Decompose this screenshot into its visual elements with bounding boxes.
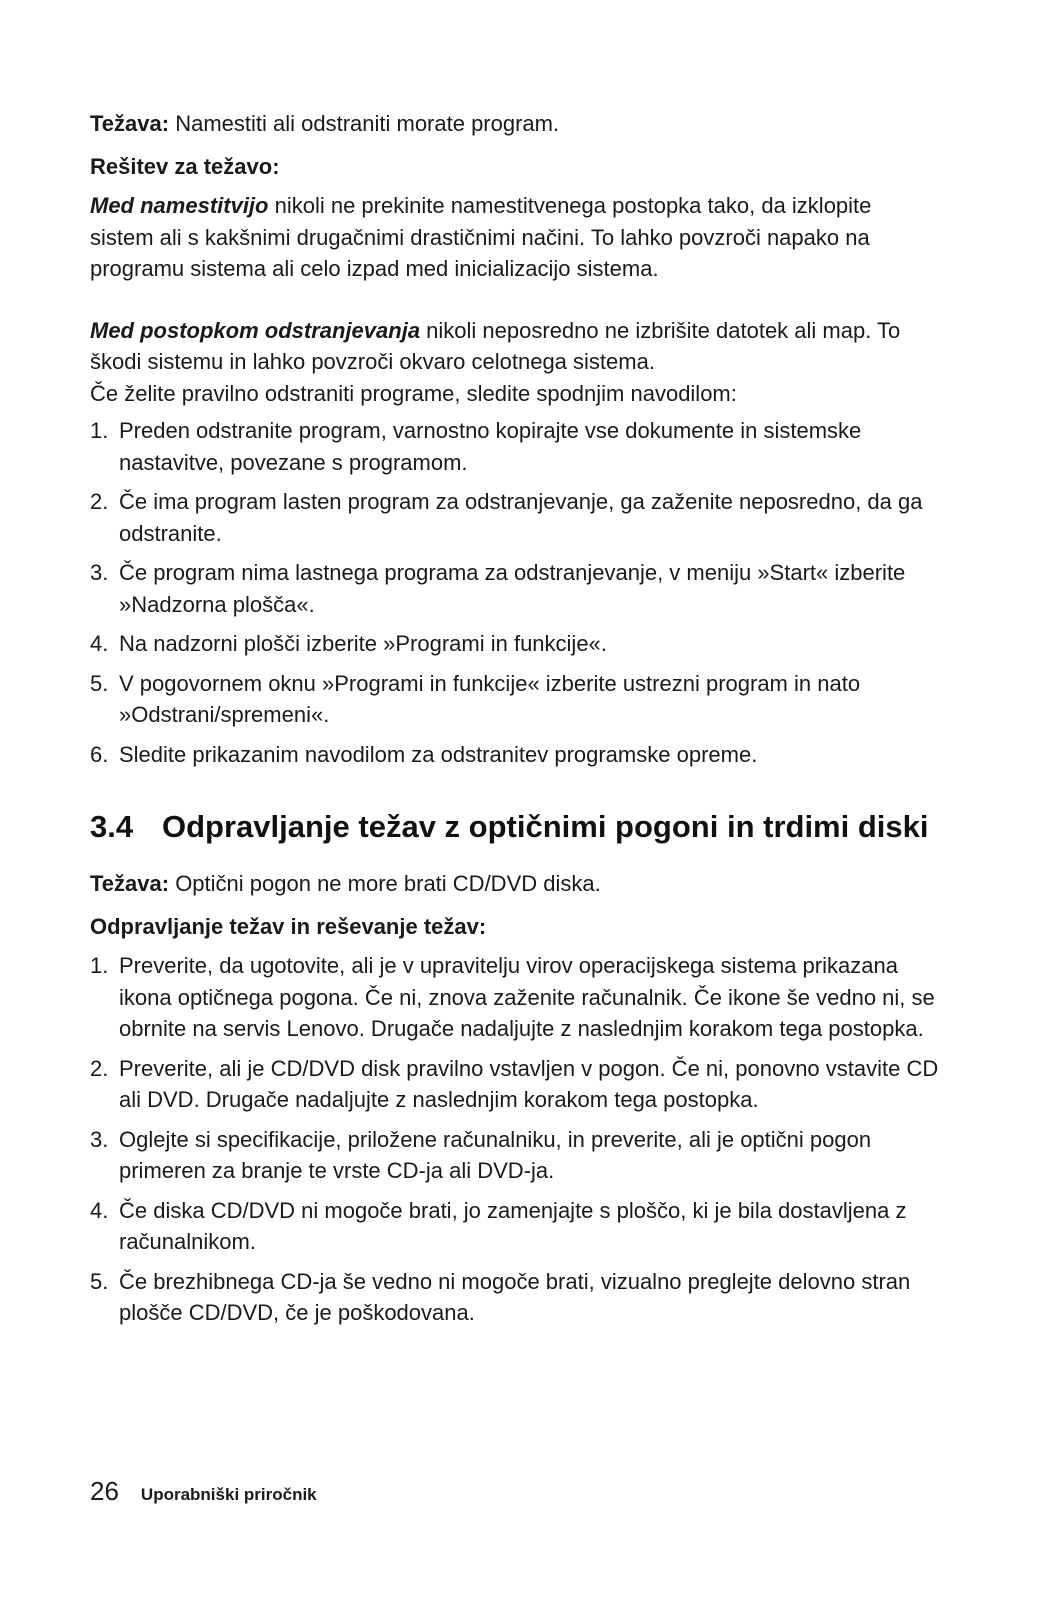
step-number: 5.	[90, 1268, 109, 1294]
list-item	[90, 1266, 940, 1329]
list-item	[90, 1053, 940, 1116]
problem-text: Optični pogon ne more brati CD/DVD diska.	[169, 871, 601, 896]
paragraph-spacer	[90, 285, 940, 315]
step-number: 3.	[90, 1126, 109, 1152]
solution-heading-2: Odpravljanje težav in reševanje težav:	[90, 913, 487, 939]
step-number: 2.	[90, 489, 109, 514]
uninstall-text: nikoli neposredno ne izbrišite datotek ali map. To škodi sistemu in lahko povzroči okvaro celotnega sistema.	[90, 317, 901, 374]
instructions-intro: Če želite pravilno odstraniti programe, sledite spodnjim navodilom:	[90, 380, 737, 406]
install-paragraph	[90, 190, 940, 285]
step-number: 4.	[90, 631, 109, 656]
solution-heading-1: Rešitev za težavo:	[90, 153, 280, 179]
problem-statement-1	[90, 108, 940, 140]
page-number: 26	[90, 1476, 119, 1506]
problem-label: Težava:	[90, 871, 170, 896]
step-text: Preverite, ali je CD/DVD disk pravilno vstavljen v pogon. Če ni, ponovno vstavite CD ali DVD. Drugače nadaljujte z naslednjim korakom tega postopka.	[119, 1055, 939, 1112]
step-text: Če program nima lastnega programa za odstranjevanje, v meniju »Start« izberite »Nadzorna plošča«.	[119, 560, 906, 617]
step-text: Sledite prikazanim navodilom za odstranitev programske opreme.	[119, 741, 758, 767]
step-text: V pogovornem oknu »Programi in funkcije« izberite ustrezni program in nato »Odstrani/spremeni«.	[119, 670, 861, 727]
list-item	[90, 628, 940, 660]
section-title: Odpravljanje težav z optičnimi pogoni in trdimi diski	[162, 809, 929, 844]
step-text: Na nadzorni plošči izberite »Programi in funkcije«.	[119, 631, 607, 656]
troubleshooting-steps-list	[90, 950, 940, 1329]
step-text: Če brezhibnega CD-ja še vedno ni mogoče brati, vizualno preglejte delovno stran plošče CD/DVD, če je poškodovana.	[119, 1268, 911, 1325]
section-heading	[90, 806, 940, 848]
uninstall-paragraph	[90, 315, 940, 378]
problem-label: Težava:	[90, 111, 170, 136]
install-text: nikoli ne prekinite namestitvenega postopka tako, da izklopite sistem ali s kakšnimi drugačnimi drastičnimi načini. To lahko povzroči napako na programu sistema ali celo izpad med inicializacijo sistema.	[90, 193, 872, 281]
step-text: Če ima program lasten program za odstranjevanje, ga zaženite neposredno, da ga odstranite.	[119, 489, 923, 546]
list-item	[90, 557, 940, 620]
problem-text: Namestiti ali odstraniti morate program.	[169, 111, 560, 136]
step-number: 4.	[90, 1197, 109, 1223]
step-text: Preden odstranite program, varnostno kopirajte vse dokumente in sistemske nastavitve, povezane s programom.	[119, 418, 862, 475]
list-item	[90, 486, 940, 549]
step-number: 3.	[90, 560, 109, 585]
step-text: Oglejte si specifikacije, priložene računalniku, in preverite, ali je optični pogon primeren za branje te vrste CD-ja ali DVD-ja.	[119, 1126, 872, 1183]
step-text: Preverite, da ugotovite, ali je v upravitelju virov operacijskega sistema prikazana ikona optičnega pogona. Če ni, znova zaženite računalnik. Če ikone še vedno ni, se obrnite na servis Lenovo. Drugače nadaljujte z naslednjim korakom tega postopka.	[119, 953, 935, 1041]
section-number: 3.4	[90, 809, 134, 844]
step-number: 1.	[90, 953, 109, 978]
step-number: 5.	[90, 670, 109, 696]
page-footer	[90, 1476, 317, 1511]
page-content	[90, 108, 940, 1337]
step-text: Če diska CD/DVD ni mogoče brati, jo zamenjajte s ploščo, ki je bila dostavljena z računalnikom.	[119, 1197, 907, 1254]
uninstall-steps-list	[90, 415, 940, 770]
list-item	[90, 415, 940, 478]
list-item	[90, 950, 940, 1045]
step-number: 2.	[90, 1055, 109, 1081]
install-emphasis: Med namestitvijo	[90, 193, 269, 218]
step-number: 1.	[90, 418, 109, 443]
list-item	[90, 1124, 940, 1187]
footer-title: Uporabniški priročnik	[140, 1485, 317, 1504]
problem-statement-2	[90, 868, 940, 900]
list-item	[90, 668, 940, 731]
uninstall-emphasis: Med postopkom odstranjevanja	[90, 317, 421, 343]
list-item	[90, 1195, 940, 1258]
step-number: 6.	[90, 741, 109, 767]
list-item	[90, 739, 940, 771]
